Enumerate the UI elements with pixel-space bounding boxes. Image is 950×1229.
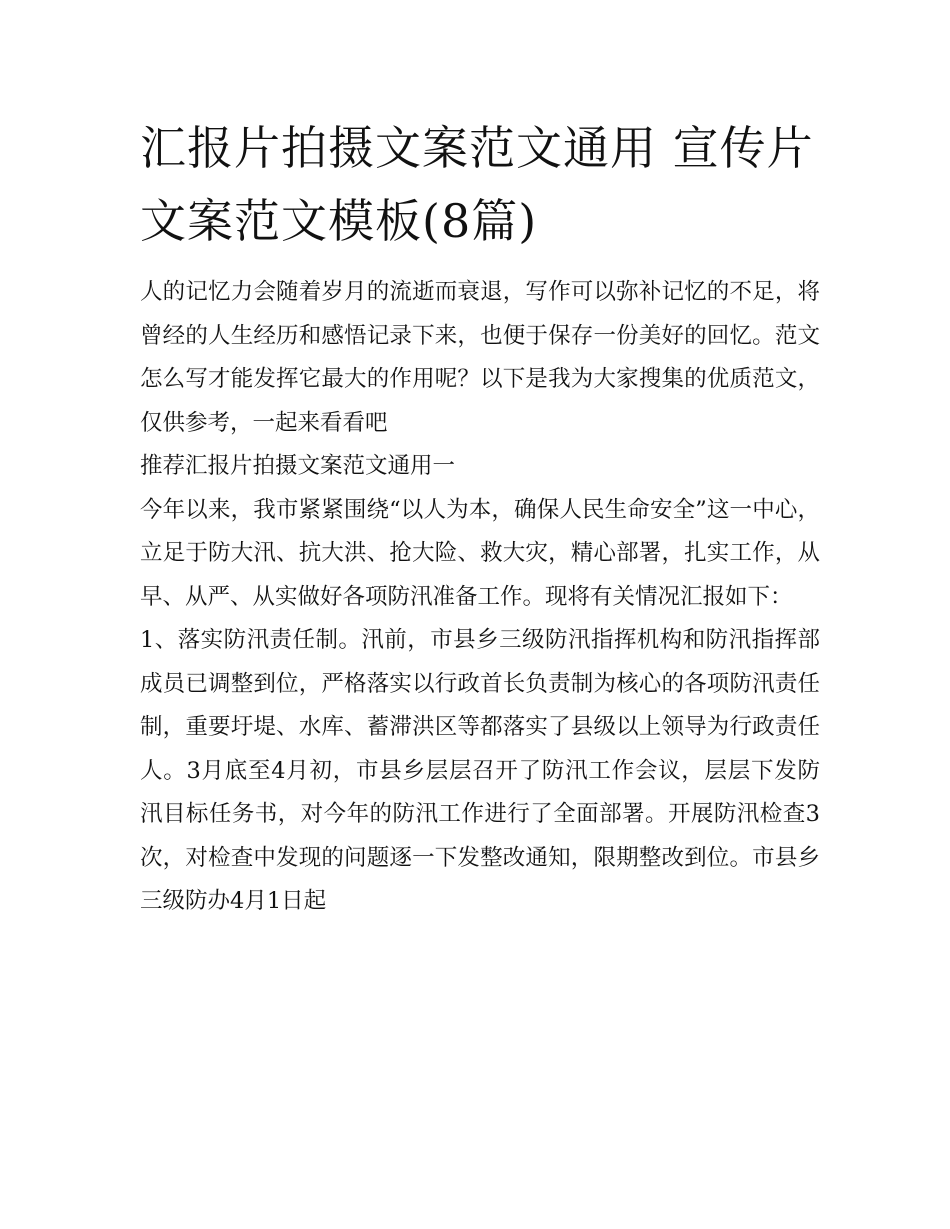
body-paragraph: 1、落实防汛责任制。汛前，市县乡三级防汛指挥机构和防汛指挥部成员已调整到位，严格落实以行政首长负责制为核心的各项防汛责任制，重要圩堤、水库、蓄滞洪区等都落实了县级以上领导为行政责任人。3月底至4月初，市县乡层层召开了防汛工作会议，层层下发防汛目标任务书，对今年的防汛工作进行了全面部署。开展防汛检查3次，对检查中发现的问题逐一下发整改通知，限期整改到位。市县乡三级防办4月1日起 <box>140 627 820 914</box>
section-heading: 推荐汇报片拍摄文案范文通用一 <box>140 453 456 479</box>
body-paragraph: 今年以来，我市紧紧围绕“以人为本，确保人民生命安全”这一中心，立足于防大汛、抗大洪、抢大险、救大灾，精心部署，扎实工作，从早、从严、从实做好各项防汛准备工作。现将有关情况汇报如下： <box>140 496 820 610</box>
document-title: 汇报片拍摄文案范文通用 宣传片文案范文模板(8篇) <box>140 121 814 248</box>
document-body <box>140 112 820 924</box>
intro-paragraph: 人的记忆力会随着岁月的流逝而衰退，写作可以弥补记忆的不足，将曾经的人生经历和感悟记录下来，也便于保存一份美好的回忆。范文怎么写才能发挥它最大的作用呢？以下是我为大家搜集的优质范文，仅供参考，一起来看看吧 <box>140 279 820 436</box>
